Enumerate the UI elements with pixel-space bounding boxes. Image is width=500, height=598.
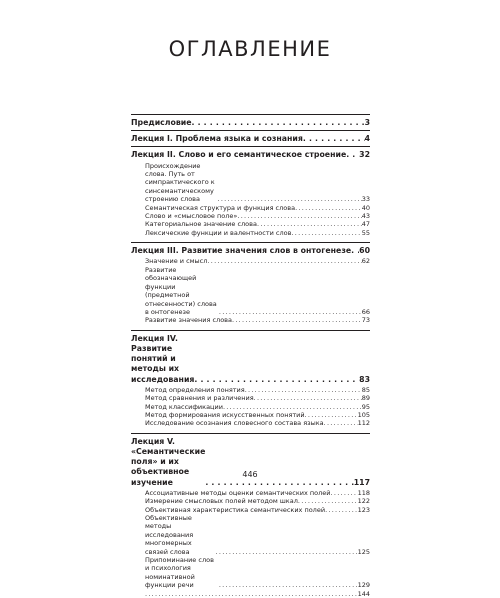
toc-subentry-page: 123: [357, 505, 370, 514]
toc-subentry[interactable]: [131, 162, 370, 204]
toc-subentry-label: Значение и смысл: [145, 257, 208, 266]
table-of-contents: [131, 114, 370, 598]
toc-subentry[interactable]: [131, 590, 370, 598]
toc-subentry-page: 73: [361, 316, 370, 325]
toc-leader: [324, 419, 358, 427]
toc-subentry-page: 112: [357, 419, 370, 428]
toc-section-lecture-1: [131, 130, 370, 144]
toc-leader: [295, 204, 362, 212]
toc-leader: [331, 489, 358, 497]
toc-leader: [217, 195, 361, 203]
toc-leader: [298, 497, 358, 505]
toc-leader: [205, 478, 353, 488]
toc-leader: [232, 316, 362, 324]
toc-subentry[interactable]: [131, 212, 370, 220]
toc-subentry[interactable]: [131, 489, 370, 497]
toc-subentry-page: 55: [361, 228, 370, 237]
toc-subentry-page: 33: [361, 195, 370, 204]
toc-subentry-page: 129: [357, 581, 370, 590]
toc-leader: [325, 506, 358, 514]
toc-subentry[interactable]: [131, 514, 370, 556]
toc-subentry-page: 85: [361, 385, 370, 394]
toc-subentry-label: Категориальное значение слова: [145, 220, 257, 229]
toc-entry[interactable]: [131, 118, 370, 128]
toc-subentry[interactable]: [131, 266, 370, 316]
toc-entry-page: 117: [353, 477, 370, 487]
toc-leader: [194, 375, 359, 385]
toc-entry-page: 83: [359, 374, 370, 384]
toc-subentry-label: Метод классификации: [145, 402, 223, 411]
toc-subentry[interactable]: [131, 419, 370, 427]
toc-entry-label: Лекция V. «Семантические поля» и их объективное изучение: [131, 436, 206, 487]
toc-subentry[interactable]: [131, 556, 370, 590]
toc-subentry-label: Припоминание слов и психология номинативной функции речи: [145, 556, 214, 590]
toc-subentry-page: 62: [361, 257, 370, 266]
toc-leader: [145, 590, 358, 598]
page-number: 446: [242, 470, 258, 479]
toc-section-lecture-5: [131, 433, 370, 598]
toc-entry-label: Лекция I. Проблема языка и сознания: [131, 134, 303, 144]
toc-entry-label: Лекция III. Развитие значения слов в онтогенезе: [131, 246, 352, 256]
toc-subentry-label: Происхождение слова. Путь от симпрактического к синсемантическому строению слова: [145, 161, 215, 204]
page-title: ОГЛАВЛЕНИЕ: [168, 37, 332, 61]
toc-subentry-page: 95: [361, 402, 370, 411]
toc-leader: [257, 220, 362, 228]
toc-entry-label: Предисловие: [131, 118, 192, 127]
toc-subentry-page: 125: [357, 547, 370, 556]
toc-subentry[interactable]: [131, 220, 370, 228]
toc-subentry-page: 144: [357, 589, 370, 598]
toc-leader: [192, 118, 365, 128]
toc-subentry-page: 43: [361, 212, 370, 221]
toc-leader: [245, 386, 362, 394]
toc-subentry[interactable]: [131, 229, 370, 237]
toc-subentry-label: Измерение смысловых полей методом шкал: [145, 497, 298, 506]
toc-subentry[interactable]: [131, 506, 370, 514]
toc-entry[interactable]: [131, 334, 370, 385]
toc-subentry-page: 122: [357, 497, 370, 506]
toc-subentry-label: Развитие обозначающей функции (предметной отнесенности) слова в онтогенезе: [145, 265, 217, 316]
toc-entry[interactable]: [131, 246, 370, 256]
toc-subentry-label: Метод определения понятия: [145, 385, 245, 394]
toc-section-lecture-3: [131, 242, 370, 327]
toc-leader: [219, 308, 362, 316]
toc-entry-label: Лекция II. Слово и его семантическое строение: [131, 150, 347, 160]
toc-leader: [216, 548, 358, 556]
toc-entry[interactable]: [131, 437, 370, 488]
toc-subentry-page: 40: [361, 203, 370, 212]
toc-subentry[interactable]: [131, 403, 370, 411]
toc-subentry-label: Исследование осознания словесного состава языка: [145, 419, 324, 428]
toc-section-lecture-2: [131, 146, 370, 240]
toc-leader: [351, 246, 359, 256]
toc-subentry-page: 89: [361, 394, 370, 403]
toc-leader: [223, 403, 362, 411]
toc-subentry-label: Объективная характеристика семантических полей: [145, 505, 326, 514]
toc-subentry-page: 105: [357, 410, 370, 419]
toc-subentry-label: Метод сравнения и различения: [145, 394, 254, 403]
toc-subentry[interactable]: [131, 497, 370, 505]
toc-entry-page: 3: [364, 118, 370, 127]
toc-leader: [305, 411, 358, 419]
toc-subentry-label: Объективные методы исследования многомерных связей слова: [145, 514, 194, 556]
toc-entry[interactable]: [131, 134, 370, 144]
toc-leader: [346, 150, 359, 160]
toc-leader: [291, 229, 361, 237]
toc-leader: [303, 134, 365, 144]
toc-subentry-label: Ассоциативные методы оценки семантических полей: [145, 488, 331, 497]
toc-subentry-label: Лексические функции и валентности слов: [145, 228, 292, 237]
toc-leader: [254, 394, 362, 402]
toc-subentry-page: 47: [361, 220, 370, 229]
toc-entry-label: Лекция IV. Развитие понятий и методы их исследования: [131, 333, 195, 384]
toc-entry-page: 32: [359, 150, 370, 160]
toc-subentry-label: Развитие значения слова: [145, 316, 232, 325]
toc-entry[interactable]: [131, 150, 370, 160]
toc-section-preface: [131, 114, 370, 128]
toc-leader: [207, 257, 361, 265]
toc-leader: [219, 581, 358, 589]
toc-subentry[interactable]: [131, 394, 370, 402]
toc-subentry-label: Семантическая структура и функция слова: [145, 203, 296, 212]
toc-leader: [237, 212, 361, 220]
toc-section-lecture-4: [131, 330, 370, 431]
toc-entry-page: 4: [364, 134, 370, 144]
toc-subentry-label: Слово и «смысловое поле»: [145, 212, 238, 221]
toc-entry-page: 60: [359, 246, 370, 256]
toc-subentry-page: 66: [361, 307, 370, 316]
toc-subentry[interactable]: [131, 411, 370, 419]
toc-subentry[interactable]: [131, 204, 370, 212]
toc-subentry[interactable]: [131, 386, 370, 394]
toc-subentry-page: 118: [357, 488, 370, 497]
toc-subentry[interactable]: [131, 316, 370, 324]
toc-subentry-label: Метод формирования искусственных понятий: [145, 410, 305, 419]
toc-subentry[interactable]: [131, 257, 370, 265]
